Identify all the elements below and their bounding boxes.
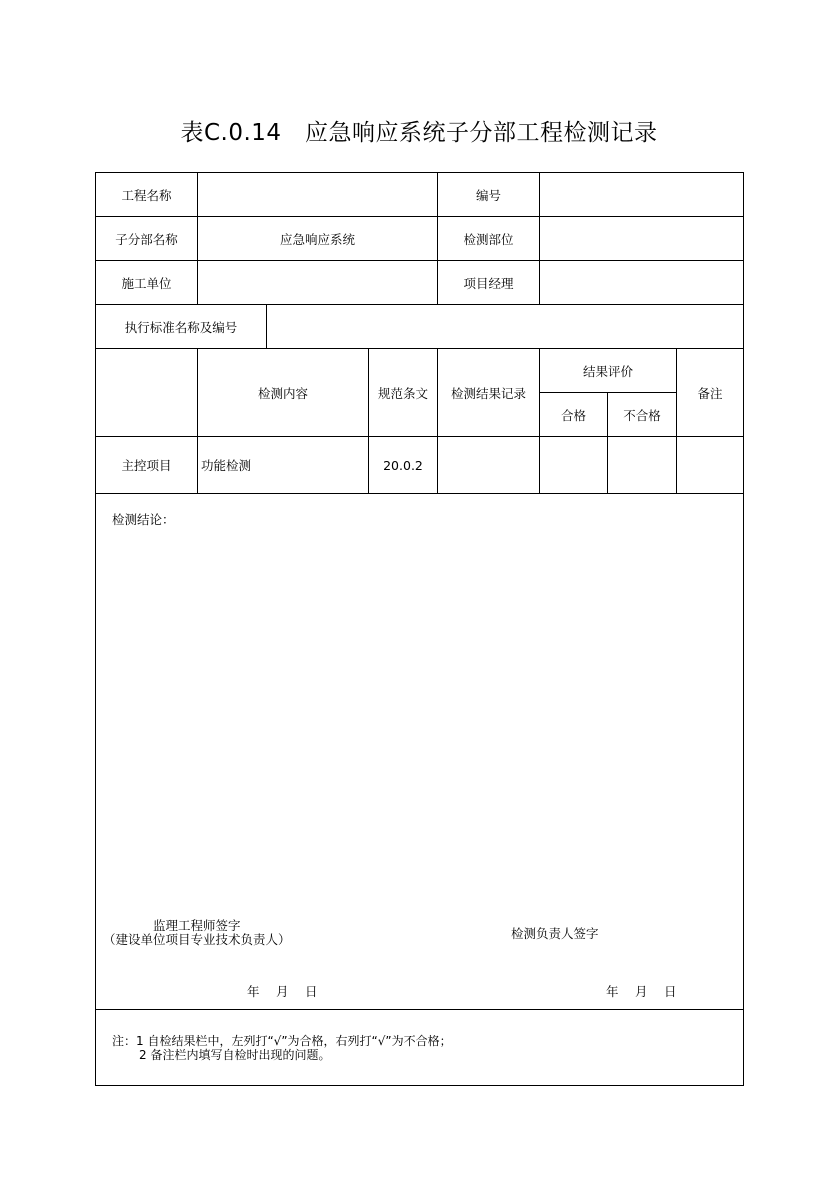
standard-label: 执行标准名称及编号 (124, 319, 238, 335)
main-item-fail-field[interactable] (608, 437, 676, 493)
main-item-pass-field[interactable] (540, 437, 607, 493)
header-remark: 备注 (697, 385, 723, 401)
row-divider (96, 1009, 743, 1010)
main-item-clause: 20.0.2 (383, 457, 423, 473)
project-name-field[interactable] (198, 173, 437, 216)
main-item-record-field[interactable] (438, 437, 539, 493)
number-label: 编号 (475, 187, 501, 203)
standard-field[interactable] (267, 305, 743, 348)
main-item-content: 功能检测 (201, 458, 252, 473)
header-fail: 不合格 (623, 407, 661, 423)
note-line-1: 注：1 自检结果栏中，左列打“√”为合格，右列打“√”为不合格； (112, 1034, 452, 1048)
contractor-field[interactable] (198, 261, 437, 304)
header-evaluation: 结果评价 (582, 363, 633, 379)
header-content: 检测内容 (257, 385, 308, 401)
record-form-table (95, 172, 744, 1086)
main-item-category: 主控项目 (121, 458, 172, 473)
note-line-2: 2 备注栏内填写自检时出现的问题。 (139, 1048, 331, 1062)
location-field[interactable] (540, 217, 743, 260)
location-label: 检测部位 (463, 231, 514, 247)
manager-field[interactable] (540, 261, 743, 304)
contractor-label: 施工单位 (121, 275, 172, 291)
manager-label: 项目经理 (463, 275, 514, 291)
header-pass: 合格 (560, 407, 586, 423)
main-item-remark-field[interactable] (677, 437, 743, 493)
project-name-label: 工程名称 (121, 187, 172, 203)
date-right: 年 月 日 (606, 984, 677, 999)
row-divider (96, 493, 743, 494)
number-field[interactable] (540, 173, 743, 216)
subproject-field[interactable]: 应急响应系统 (279, 231, 355, 247)
inspector-sign-label: 检测负责人签字 (511, 926, 599, 941)
supervisor-sign-label: 监理工程师签字 (153, 918, 241, 933)
conclusion-label: 检测结论： (112, 512, 175, 527)
page-title: 表C.0.14 应急响应系统子分部工程检测记录 (180, 120, 658, 146)
supervisor-sign-sublabel: （建设单位项目专业技术负责人） (103, 932, 291, 947)
header-clause: 规范条文 (377, 385, 428, 401)
subproject-label: 子分部名称 (115, 231, 178, 247)
header-record: 检测结果记录 (450, 385, 526, 401)
date-left: 年 月 日 (247, 984, 318, 999)
